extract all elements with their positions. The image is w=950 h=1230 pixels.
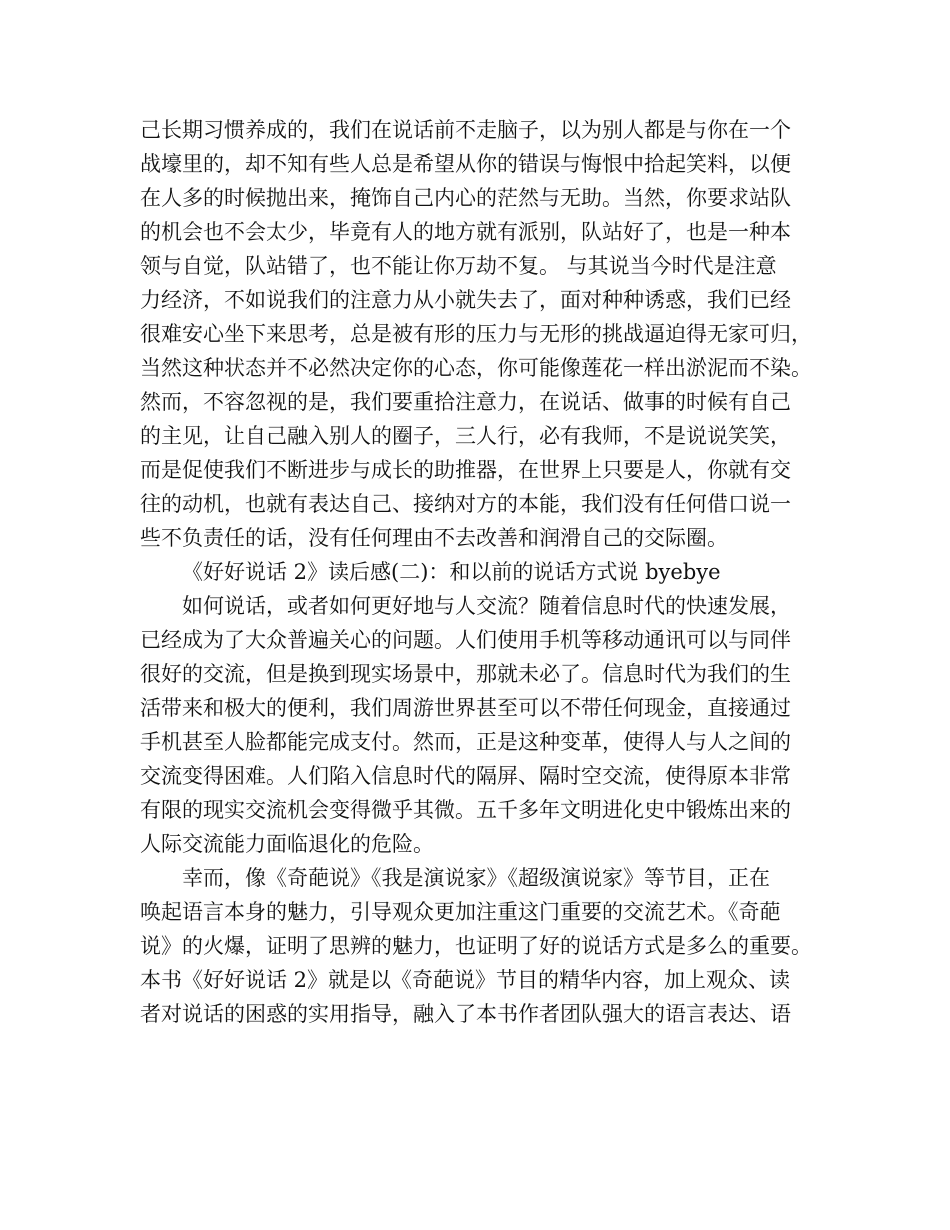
text-line: 很好的交流，但是换到现实场景中，那就未必了。信息时代为我们的生 <box>140 662 791 686</box>
text-line: 领与自觉，队站错了，也不能让你万劫不复。 与其说当今时代是注意 <box>140 254 777 278</box>
text-line: 战壕里的，却不知有些人总是希望从你的错误与悔恨中拾起笑料，以便 <box>140 152 791 176</box>
text-line: 唤起语言本身的魅力，引导观众更加注重这门重要的交流艺术。《奇葩 <box>140 900 781 924</box>
section-heading: 《好好说话 2》读后感(二)：和以前的说话方式说 byebye <box>182 560 721 584</box>
body-text <box>140 113 830 1031</box>
text-line: 而是促使我们不断进步与成长的助推器，在世界上只要是人，你就有交 <box>140 458 791 482</box>
text-line: 然而，不容忽视的是，我们要重拾注意力，在说话、做事的时候有自己 <box>140 390 791 414</box>
text-line: 交流变得困难。人们陷入信息时代的隔屏、隔时空交流，使得原本非常 <box>140 764 791 788</box>
text-line: 者对说话的困惑的实用指导，融入了本书作者团队强大的语言表达、语 <box>140 1002 791 1026</box>
text-line: 手机甚至人脸都能完成支付。然而，正是这种变革，使得人与人之间的 <box>140 730 791 754</box>
text-line: 已经成为了大众普遍关心的问题。人们使用手机等移动通讯可以与同伴 <box>140 628 791 652</box>
text-line: 力经济，不如说我们的注意力从小就失去了，面对种种诱惑，我们已经 <box>140 288 791 312</box>
text-line: 如何说话，或者如何更好地与人交流？随着信息时代的快速发展， <box>182 594 791 618</box>
text-line: 幸而，像《奇葩说》《我是演说家》《超级演说家》等节目，正在 <box>182 866 770 890</box>
text-line: 很难安心坐下来思考，总是被有形的压力与无形的挑战逼迫得无家可归， <box>140 322 812 346</box>
text-line: 活带来和极大的便利，我们周游世界甚至可以不带任何现金，直接通过 <box>140 696 791 720</box>
text-line: 往的动机，也就有表达自己、接纳对方的本能，我们没有任何借口说一 <box>140 492 791 516</box>
text-line: 的主见，让自己融入别人的圈子，三人行，必有我师，不是说说笑笑， <box>140 424 791 448</box>
text-line: 说》的火爆，证明了思辨的魅力，也证明了好的说话方式是多么的重要。 <box>140 934 812 958</box>
text-line: 人际交流能力面临退化的危险。 <box>140 832 434 856</box>
text-line: 当然这种状态并不必然决定你的心态，你可能像莲花一样出淤泥而不染。 <box>140 356 812 380</box>
text-line: 在人多的时候抛出来，掩饰自己内心的茫然与无助。当然，你要求站队 <box>140 186 791 210</box>
text-line: 己长期习惯养成的，我们在说话前不走脑子，以为别人都是与你在一个 <box>140 118 791 142</box>
text-line: 本书《好好说话 2》就是以《奇葩说》节目的精华内容，加上观众、读 <box>140 968 791 992</box>
text-line: 有限的现实交流机会变得微乎其微。五千多年文明进化史中锻炼出来的 <box>140 798 791 822</box>
text-line: 的机会也不会太少，毕竟有人的地方就有派别，队站好了，也是一种本 <box>140 220 791 244</box>
text-line: 些不负责任的话，没有任何理由不去改善和润滑自己的交际圈。 <box>140 526 728 550</box>
